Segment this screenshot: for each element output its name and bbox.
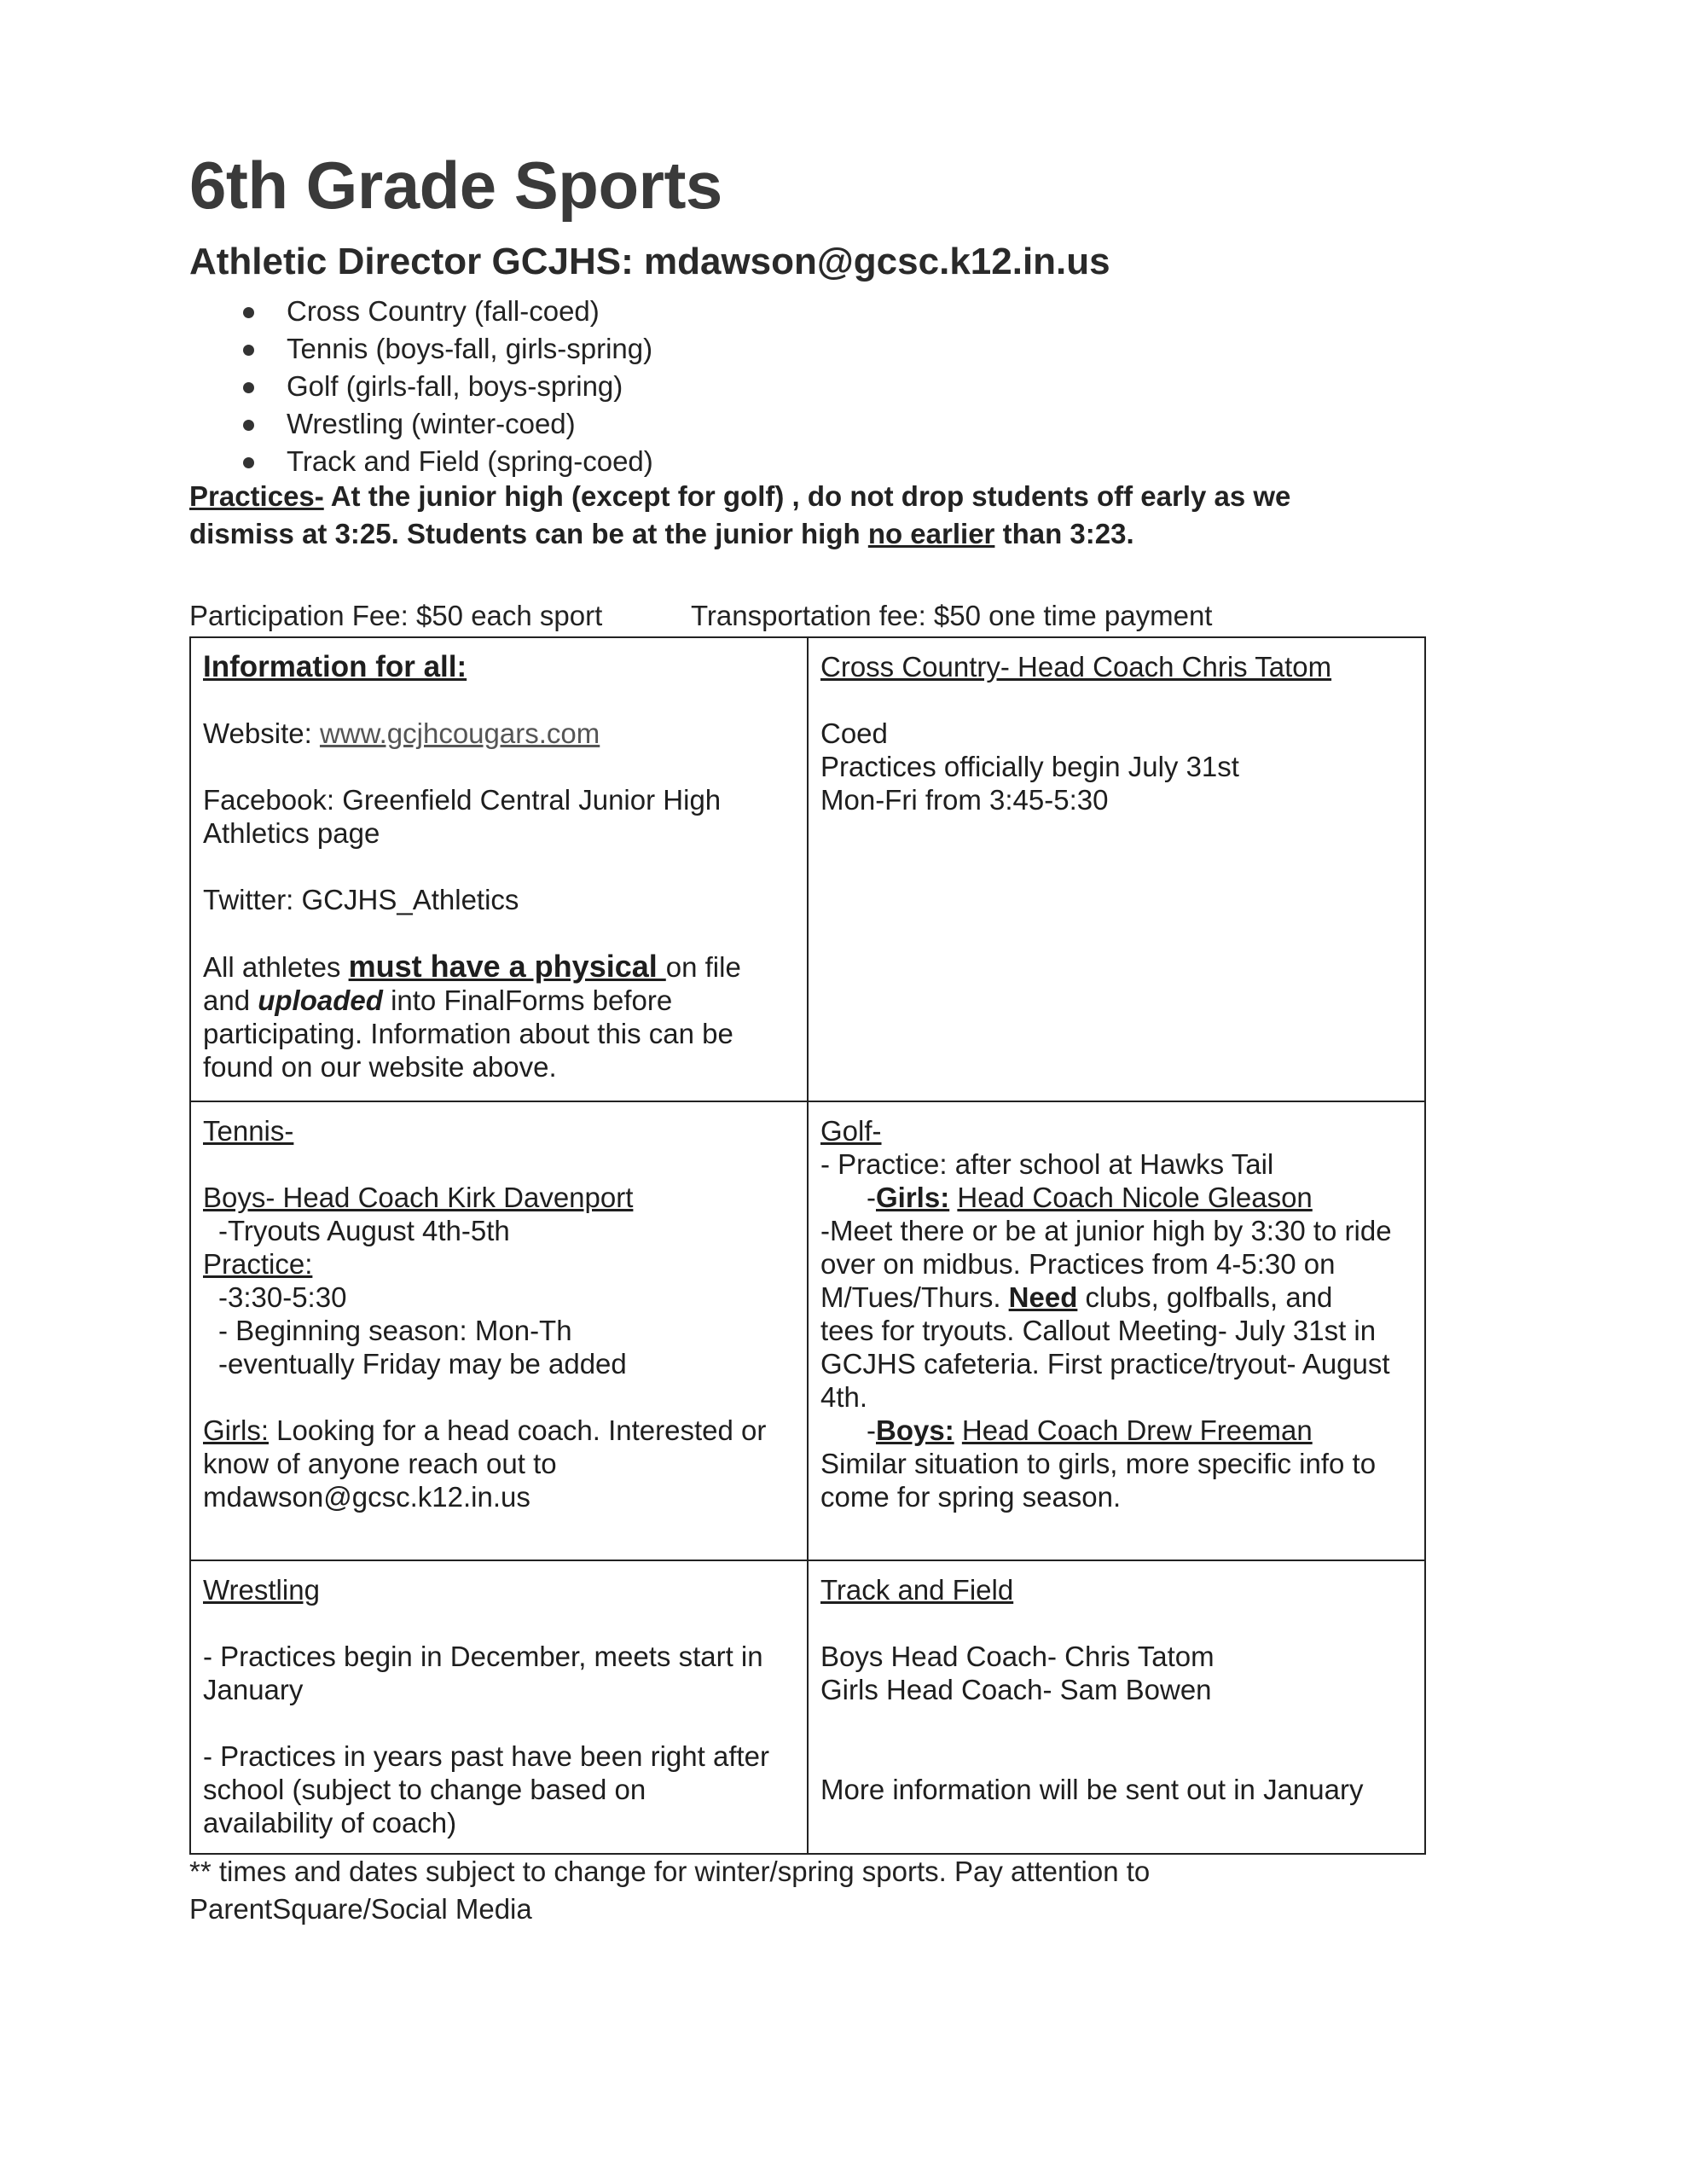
- practices-note: Practices- At the junior high (except for golf) , do not drop students off early as we dismiss at 3:25. Students can be at the junior high no earlier than 3:23.: [189, 480, 1291, 549]
- golf-girls-coach: Head Coach Nicole Gleason: [957, 1182, 1313, 1213]
- table-row: [190, 1560, 1425, 1854]
- tennis-practice-heading: Practice:: [203, 1248, 313, 1280]
- cell-heading: Tennis-: [203, 1115, 294, 1147]
- bullet-icon: [243, 345, 254, 356]
- cell-heading: Wrestling: [203, 1574, 320, 1606]
- list-item: Tennis (boys-fall, girls-spring): [189, 330, 653, 368]
- footnote: ** times and dates subject to change for winter/spring sports. Pay attention to ParentSquare/Social Media: [189, 1856, 1151, 1925]
- uploaded-emphasis: uploaded: [258, 985, 383, 1016]
- fees-row: [189, 597, 1435, 635]
- need-emphasis: Need: [1008, 1281, 1078, 1313]
- page-title: 6th Grade Sports: [189, 148, 722, 223]
- sports-info-table: [189, 636, 1426, 1855]
- twitter-info: Twitter: GCJHS_Athletics: [203, 884, 519, 915]
- cross-country-cell: Cross Country- Head Coach Chris Tatom Coed Practices officially begin July 31st Mon-Fri from 3:45-5:30: [808, 637, 1425, 1101]
- cell-heading: Cross Country- Head Coach Chris Tatom: [820, 651, 1332, 682]
- info-for-all-cell: Information for all: Website: www.gcjhcougars.com Facebook: Greenfield Central Junior High Athletics page Twitter: GCJHS_Athletics All athletes must have a physical on file and uploaded into FinalForms before participating. Information about this can be found on our website above.: [190, 637, 808, 1101]
- golf-cell: Golf- - Practice: after school at Hawks Tail -Girls: Head Coach Nicole Gleason -Meet there or be at junior high by 3:30 to ride over on midbus. Practices from 4-5:30 on M/Tues/Thurs. Need clubs, golfballs, and tees for tryouts. Callout Meeting- July 31st in GCJHS cafeteria. First practice/tryout- August 4th. -Boys: Head Coach Drew Freeman Similar situation to girls, more specific info to come for spring season.: [808, 1101, 1425, 1560]
- participation-fee: Participation Fee: $50 each sport: [189, 600, 603, 631]
- bullet-icon: [243, 457, 254, 468]
- bullet-icon: [243, 307, 254, 318]
- list-item: Golf (girls-fall, boys-spring): [189, 368, 653, 405]
- no-earlier-emphasis: no earlier: [867, 518, 995, 549]
- track-and-field-cell: Track and Field Boys Head Coach- Chris Tatom Girls Head Coach- Sam Bowen More information will be sent out in January: [808, 1560, 1425, 1854]
- website-link[interactable]: www.gcjhcougars.com: [319, 717, 600, 749]
- contact-email: mdawson@gcsc.k12.in.us: [203, 1481, 530, 1513]
- practices-label: Practices-: [189, 480, 324, 512]
- facebook-info: Facebook: Greenfield Central Junior High: [203, 784, 722, 816]
- cell-heading: Information for all:: [203, 650, 467, 683]
- golf-boys-label: Boys:: [876, 1414, 954, 1446]
- physical-requirement-emphasis: must have a physical: [348, 949, 666, 984]
- transportation-fee: Transportation fee: $50 one time payment: [691, 600, 1213, 631]
- list-item: Track and Field (spring-coed): [189, 443, 653, 480]
- golf-boys-coach: Head Coach Drew Freeman: [961, 1414, 1313, 1446]
- tennis-cell: Tennis- Boys- Head Coach Kirk Davenport -Tryouts August 4th-5th Practice: -3:30-5:30 - Beginning season: Mon-Th -eventually Friday may be added Girls: Looking for a head coach. Interested or know of anyone reach out to mdawson@gcsc.k12.in.us: [190, 1101, 808, 1560]
- cell-heading: Golf-: [820, 1115, 882, 1147]
- table-row: [190, 637, 1425, 1101]
- tennis-girls-label: Girls:: [203, 1414, 269, 1446]
- tennis-boys-heading: Boys- Head Coach Kirk Davenport: [203, 1182, 634, 1213]
- list-item: Wrestling (winter-coed): [189, 405, 653, 443]
- list-item: Cross Country (fall-coed): [189, 293, 653, 330]
- cell-heading: Track and Field: [820, 1574, 1014, 1606]
- bullet-icon: [243, 420, 254, 431]
- sports-list: [189, 293, 653, 480]
- bullet-icon: [243, 382, 254, 393]
- wrestling-cell: Wrestling - Practices begin in December, meets start in January - Practices in years past have been right after school (subject to change based on availability of coach): [190, 1560, 808, 1854]
- golf-girls-label: Girls:: [876, 1182, 950, 1213]
- table-row: [190, 1101, 1425, 1560]
- athletic-director-subtitle: Athletic Director GCJHS: mdawson@gcsc.k12.in.us: [189, 241, 1110, 282]
